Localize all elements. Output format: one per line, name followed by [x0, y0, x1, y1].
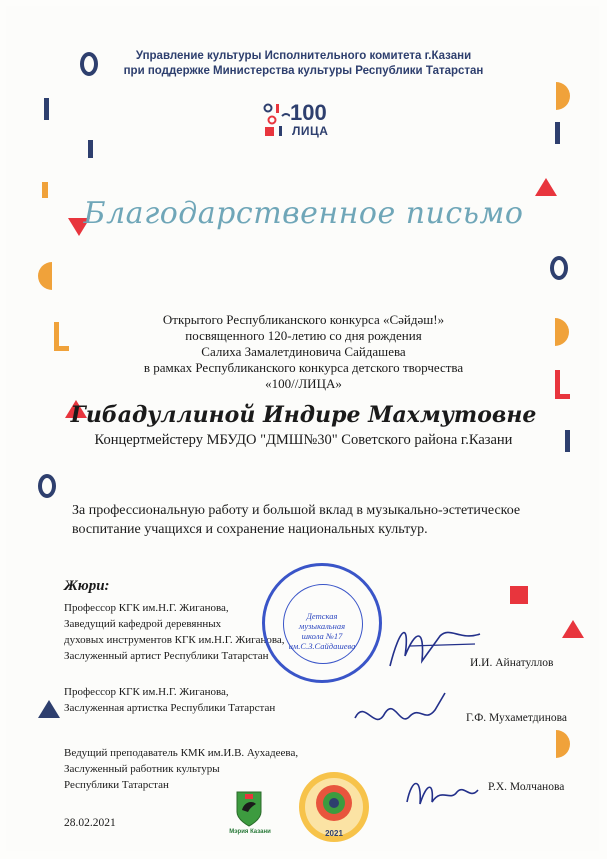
jury-member-line: Ведущий преподаватель КМК им.И.В. Аухадеева,	[64, 747, 299, 759]
jury-member-line: Профессор КГК им.Н.Г. Жиганова,	[64, 686, 229, 698]
jury-member-line: Заслуженный работник культуры	[64, 763, 220, 775]
bar-decoration	[555, 122, 560, 144]
jury-member-line: духовых инструментов КГК им.Н.Г. Жиганова,	[64, 634, 285, 646]
logo-number: 100	[290, 100, 327, 125]
logo-word: ЛИЦА	[292, 124, 329, 138]
kazan-emblem-icon	[234, 788, 264, 828]
contest-description	[0, 312, 607, 392]
document-date: 28.02.2021	[64, 817, 116, 829]
contest-line: Салиха Замалетдиновича Сайдашева	[201, 344, 406, 359]
contest-line: посвященного 120-летию со дня рождения	[185, 328, 422, 343]
emblem-label: Мэрия Казани	[229, 829, 271, 835]
signature-1-icon	[380, 616, 490, 676]
triangle-decoration	[38, 700, 60, 718]
jury-member-1-name: И.И. Айнатуллов	[470, 657, 554, 669]
jury-heading: Жюри:	[64, 578, 110, 594]
signature-2-icon	[350, 688, 450, 738]
jury-member-line: Заведущий кафедрой деревянных	[64, 618, 222, 630]
jury-member-line: Заслуженный артист Республики Татарстан	[64, 650, 269, 662]
jury-member-3	[64, 745, 298, 793]
contest-line: «100//ЛИЦА»	[265, 376, 342, 391]
jury-member-1	[64, 600, 285, 664]
triangle-decoration	[562, 620, 584, 638]
stamp-text: Детская музыкальная школа №17 им.С.З.Сайдашева	[288, 611, 356, 651]
reason-line: воспитание учащихся и сохранение национальных культур.	[72, 522, 428, 537]
recipient-name: Гибадуллиной Индире Махмутовне	[70, 402, 537, 428]
logo-mark-icon	[262, 100, 290, 144]
square-decoration	[510, 586, 528, 604]
recipient-position: Концертмейстеру МБУДО "ДМШ№30" Советского района г.Казани	[94, 432, 513, 448]
bar-decoration	[44, 98, 49, 120]
jury-member-2	[64, 684, 275, 716]
ring-decoration	[38, 474, 56, 498]
header-line-1: Управление культуры Исполнительного комитета г.Казани	[135, 50, 472, 62]
contest-line: Открытого Республиканского конкурса «Сәйдәш!»	[162, 312, 445, 327]
school-stamp	[262, 563, 382, 683]
reason-line: За профессиональную работу и большой вклад в музыкально-эстетическое	[72, 503, 521, 518]
bar-decoration	[88, 140, 93, 158]
triangle-decoration	[535, 178, 557, 196]
jury-member-line: Профессор КГК им.Н.Г. Жиганова,	[64, 602, 229, 614]
jury-member-line: Заслуженная артистка Республики Татарстан	[64, 702, 276, 714]
award-reason	[72, 501, 562, 539]
jury-member-line: Республики Татарстан	[64, 779, 169, 791]
jury-member-3-name: Р.Х. Молчанова	[488, 781, 565, 793]
jury-member-2-name: Г.Ф. Мухаметдинова	[466, 712, 568, 724]
document-title: Благодарственное письмо	[83, 196, 524, 231]
ring-decoration	[550, 256, 568, 280]
header-line-2: при поддержке Министерства культуры Республики Татарстан	[123, 65, 484, 77]
seal-year: 2021	[325, 829, 343, 838]
100-litsa-logo	[262, 100, 346, 146]
festival-seal-icon	[297, 770, 371, 844]
contest-line: в рамках Республиканского конкурса детского творчества	[143, 360, 464, 375]
signature-3-icon	[402, 772, 482, 812]
